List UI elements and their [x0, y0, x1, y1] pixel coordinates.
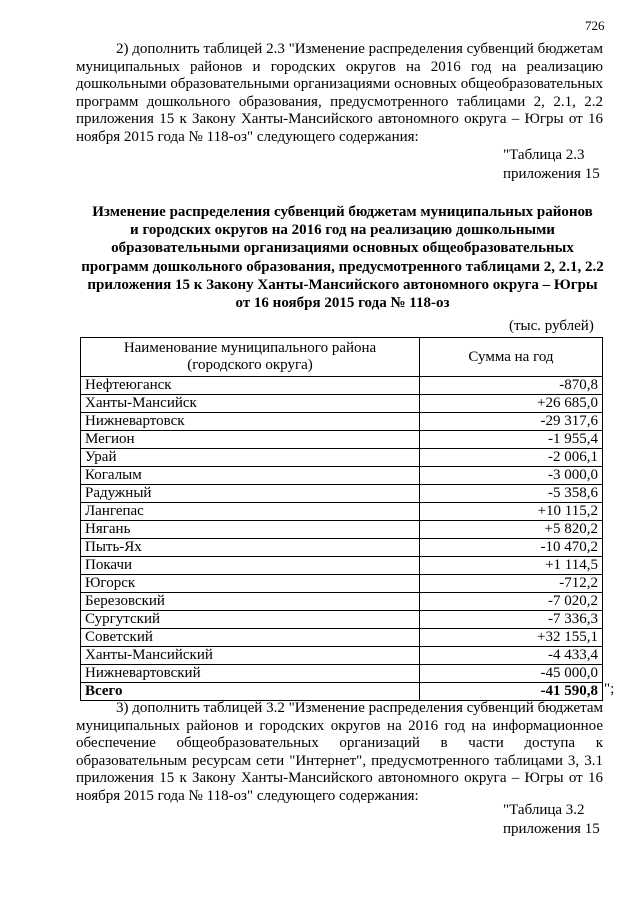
- table-row: [81, 503, 603, 521]
- page-number: 726: [585, 18, 605, 33]
- table-ref-line: приложения 15: [503, 166, 600, 182]
- municipality-name: Югорск: [81, 575, 420, 593]
- municipality-name: Нягань: [81, 521, 420, 539]
- table-reference-3-2: [503, 801, 600, 839]
- paragraph-item-2: [76, 41, 603, 147]
- table-row: [81, 665, 603, 683]
- municipality-name: Советский: [81, 629, 420, 647]
- table-row: [81, 539, 603, 557]
- table-row: [81, 431, 603, 449]
- amount-value: -29 317,6: [420, 413, 603, 431]
- table-row: [81, 449, 603, 467]
- table-row: [81, 485, 603, 503]
- amount-value: +5 820,2: [420, 521, 603, 539]
- amount-value: -3 000,0: [420, 467, 603, 485]
- table-row: [81, 413, 603, 431]
- closing-quote: ";: [604, 681, 615, 697]
- municipality-name: Урай: [81, 449, 420, 467]
- table-reference-2-3: [503, 146, 600, 184]
- municipality-name: Когалым: [81, 467, 420, 485]
- title-line: Изменение распределения субвенций бюджетам муниципальных районов: [92, 204, 593, 220]
- table-total-row: [81, 683, 603, 701]
- units-label: (тыс. рублей): [509, 318, 594, 334]
- table-title: [70, 203, 615, 312]
- table-header-row: [81, 338, 603, 377]
- amount-value: +1 114,5: [420, 557, 603, 575]
- amount-value: +10 115,2: [420, 503, 603, 521]
- title-line: и городских округов на 2016 год на реализацию дошкольными: [130, 222, 555, 239]
- municipality-name: Покачи: [81, 557, 420, 575]
- header-municipality: Наименование муниципального района (городского округа): [81, 338, 420, 377]
- paragraph-item-3: [76, 700, 603, 806]
- municipality-name: Пыть-Ях: [81, 539, 420, 557]
- amount-value: -870,8: [420, 377, 603, 395]
- table-row: [81, 647, 603, 665]
- title-line: программ дошкольного образования, предусмотренного таблицами 2, 2.1, 2.2: [81, 258, 604, 275]
- municipality-name: Мегион: [81, 431, 420, 449]
- table-row: [81, 629, 603, 647]
- table-row: [81, 557, 603, 575]
- title-line: от 16 ноября 2015 года № 118-оз: [235, 295, 450, 312]
- amount-value: -7 336,3: [420, 611, 603, 629]
- table-row: [81, 611, 603, 629]
- municipality-name: Сургутский: [81, 611, 420, 629]
- amount-value: -2 006,1: [420, 449, 603, 467]
- title-line: образовательными организациями основных общеобразовательных: [111, 240, 574, 257]
- municipality-name: Ханты-Мансийск: [81, 395, 420, 413]
- table-row: [81, 521, 603, 539]
- table-row: [81, 467, 603, 485]
- table-ref-line: "Таблица 3.2: [503, 802, 585, 818]
- amount-value: -4 433,4: [420, 647, 603, 665]
- table-row: [81, 395, 603, 413]
- municipality-name: Нижневартовский: [81, 665, 420, 683]
- municipality-name: Нижневартовск: [81, 413, 420, 431]
- table-row: [81, 593, 603, 611]
- amount-value: -1 955,4: [420, 431, 603, 449]
- amount-value: +26 685,0: [420, 395, 603, 413]
- amount-value: -712,2: [420, 575, 603, 593]
- subventions-table: [80, 337, 603, 701]
- amount-value: -41 590,8: [420, 683, 603, 701]
- municipality-name: Нефтеюганск: [81, 377, 420, 395]
- municipality-name: Лангепас: [81, 503, 420, 521]
- amount-value: +32 155,1: [420, 629, 603, 647]
- amount-value: -10 470,2: [420, 539, 603, 557]
- table-row: [81, 575, 603, 593]
- paragraph-text: 2) дополнить таблицей 2.3 "Изменение распределения субвенций бюджетам муниципальных районов и городских округов на 2016 год на реализацию дошкольными образовательными организациями основных общеобразовательных программ дошкольного образования, предусмотренного таблицами 2, 2.1, 2.2 приложения 15 к Закону Ханты-Мансийского автономного округа – Югры от 16 ноября 2015 года № 118-оз" следующего содержания:: [76, 41, 603, 145]
- amount-value: -7 020,2: [420, 593, 603, 611]
- title-line: приложения 15 к Закону Ханты-Мансийского автономного округа – Югры: [87, 276, 598, 293]
- municipality-name: Березовский: [81, 593, 420, 611]
- table-ref-line: приложения 15: [503, 821, 600, 837]
- header-amount: Сумма на год: [420, 338, 603, 377]
- amount-value: -5 358,6: [420, 485, 603, 503]
- municipality-name: Радужный: [81, 485, 420, 503]
- municipality-name: Всего: [81, 683, 420, 701]
- paragraph-text: 3) дополнить таблицей 3.2 "Изменение распределения субвенций бюджетам муниципальных районов и городских округов на 2016 год на информационное обеспечение общеобразовательных организаций в части доступа к образовательным ресурсам сети "Интернет", предусмотренного таблицами 3, 3.1 приложения 15 к Закону Ханты-Мансийского автономного округа – Югры от 16 ноября 2015 года № 118-оз" следующего содержания:: [76, 700, 603, 804]
- municipality-name: Ханты-Мансийский: [81, 647, 420, 665]
- amount-value: -45 000,0: [420, 665, 603, 683]
- table-row: [81, 377, 603, 395]
- table-ref-line: "Таблица 2.3: [503, 147, 585, 163]
